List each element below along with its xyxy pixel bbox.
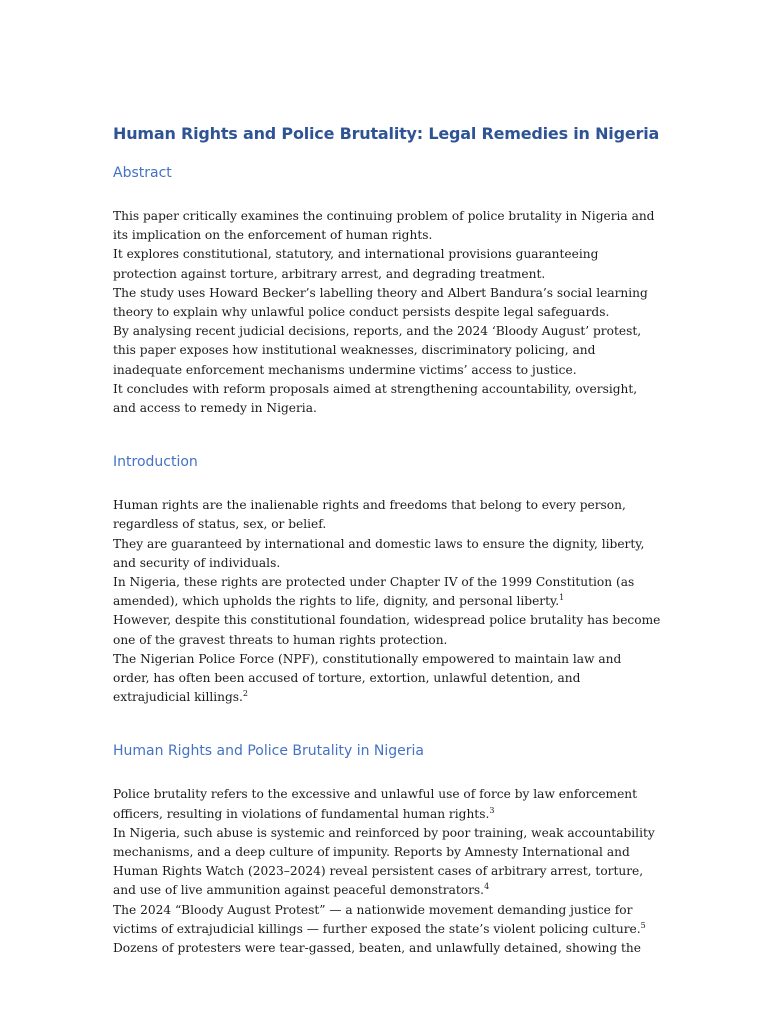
section-police-brutality xyxy=(113,741,661,958)
paragraph-line: This paper critically examines the continuing problem of police brutality in Nigeria and its implication on the enforcement of human rights. xyxy=(113,209,655,243)
section-heading: Introduction xyxy=(113,454,198,471)
paragraph-line: Police brutality refers to the excessive and unlawful use of force by law enforcement officers, resulting in violations of fundamental human rights.$^3$ xyxy=(113,787,638,821)
paragraph-line: The study uses Howard Becker’s labelling theory and Albert Bandura’s social learning theory to explain why unlawful police conduct persists despite legal safeguards. xyxy=(113,285,648,320)
paragraph-line: Human rights are the inalienable rights and freedoms that belong to every person, regardless of status, sex, or belief. xyxy=(113,498,626,532)
section-paragraph xyxy=(113,207,661,418)
document-title: Human Rights and Police Brutality: Legal Remedies in Nigeria xyxy=(113,124,660,143)
paragraph-line: It concludes with reform proposals aimed at strengthening accountability, oversight, and access to remedy in Nigeria. xyxy=(113,381,638,416)
footnote-ref: 3 xyxy=(489,805,495,815)
paragraph-line: Dozens of protesters were tear-gassed, beaten, and unlawfully detained, showing the xyxy=(113,941,641,956)
document-body xyxy=(113,124,661,958)
paragraph-line: In Nigeria, these rights are protected under Chapter IV of the 1999 Constitution (as amended), which upholds the rights to life, dignity, and personal liberty.$^1$ xyxy=(113,575,635,609)
footnote-ref: 2 xyxy=(242,689,249,699)
paragraph-line: However, despite this constitutional foundation, widespread police brutality has become one of the gravest threats to human rights protection. xyxy=(113,613,661,647)
section-paragraph xyxy=(113,496,661,707)
footnote-ref: 4 xyxy=(484,882,490,892)
section-introduction xyxy=(113,452,661,707)
paragraph-line: In Nigeria, such abuse is systemic and reinforced by poor training, weak accountability mechanisms, and a deep culture of impunity. Reports by Amnesty International and Human Rights Watch (2023–2024) reveal persistent cases of arbitrary arrest, torture, and use of live ammunition against peaceful demonstrators.$^4$ xyxy=(113,825,655,898)
paragraph-line: The Nigerian Police Force (NPF), constitutionally empowered to maintain law and order, has often been accused of torture, extortion, unlawful detention, and extrajudicial killings.$^2$ xyxy=(113,651,622,705)
paragraph-line: The 2024 “Bloody August Protest” — a nationwide movement demanding justice for victims of extrajudicial killings — further exposed the state’s violent policing culture.$^5$ xyxy=(113,902,646,936)
section-abstract xyxy=(113,163,661,418)
section-heading: Human Rights and Police Brutality in Nigeria xyxy=(113,743,424,760)
paragraph-line: By analysing recent judicial decisions, reports, and the 2024 ‘Bloody August’ protest, this paper exposes how institutional weaknesses, discriminatory policing, and inadequate enforcement mechanisms undermine victims’ access to justice. xyxy=(113,324,642,377)
section-paragraph xyxy=(113,785,661,958)
paragraph-line: They are guaranteed by international and domestic laws to ensure the dignity, liberty, and security of individuals. xyxy=(113,536,645,570)
footnote-ref: 1 xyxy=(559,593,565,603)
section-heading: Abstract xyxy=(113,165,172,181)
paragraph-line: It explores constitutional, statutory, and international provisions guaranteeing protection against torture, arbitrary arrest, and degrading treatment. xyxy=(113,247,599,281)
footnote-ref: 5 xyxy=(640,920,646,930)
